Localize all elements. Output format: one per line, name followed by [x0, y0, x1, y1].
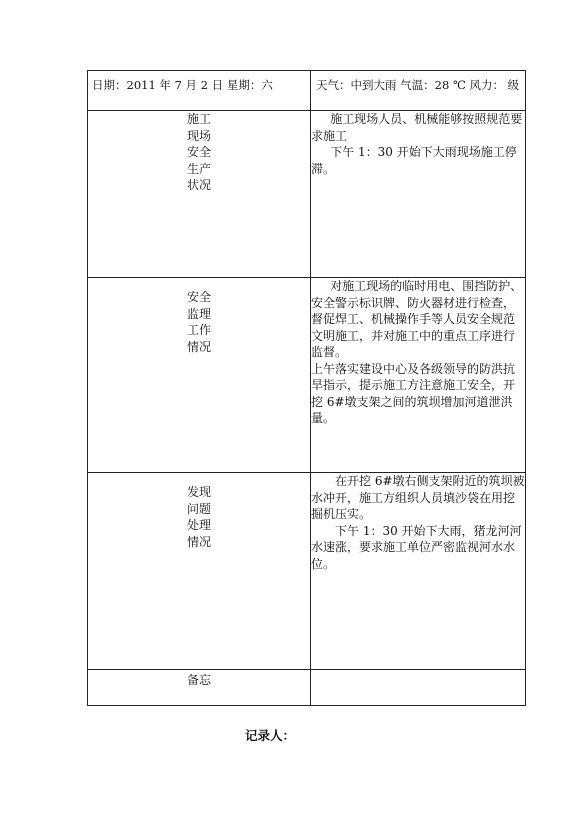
paragraph: 在开挖 6#墩右侧支架附近的筑坝被水冲开，施工方组织人员填沙袋在用挖掘机压实。 [311, 474, 525, 521]
row-label-supervision-work: 安全监理工作情况 [88, 278, 311, 473]
recorder-label: 记录人： [245, 728, 296, 743]
paragraph: 施工现场人员、机械能够按照规范要求施工 [311, 112, 523, 143]
log-table [87, 70, 526, 706]
paragraph: 下午 1：30 开始下大雨现场施工停滞。 [311, 145, 517, 176]
row-content-memo [311, 670, 526, 706]
row-label-site-safety: 施工现场安全生产状况 [88, 111, 311, 278]
row-content-issues-handling [311, 473, 526, 670]
weather-cell: 天气：中到大雨 气温：28 ℃ 风力： 级 [311, 71, 526, 111]
row-label-memo: 备忘 [88, 670, 311, 706]
paragraph: 上午落实建设中心及各级领导的防洪抗旱指示，提示施工方注意施工安全，开挖 6#墩支架之间的筑坝增加河道泄洪量。 [311, 361, 516, 425]
header-row [88, 71, 526, 111]
row-label-issues-handling: 发现问题处理情况 [88, 473, 311, 670]
row-content-site-safety [311, 111, 526, 278]
row-site-safety [88, 111, 526, 278]
supervision-log-form [87, 70, 526, 706]
row-issues-handling [88, 473, 526, 670]
paragraph: 下午 1：30 开始下大雨，猪龙河河水速涨，要求施工单位严密监视河水水位。 [311, 523, 522, 571]
row-supervision-work [88, 278, 526, 473]
row-content-supervision-work [311, 278, 526, 473]
date-cell: 日期：2011 年 7 月 2 日 星期：六 [88, 71, 311, 111]
paragraph: 对施工现场的临时用电、围挡防护、安全警示标识牌、防火器材进行检查，督促焊工、机械操作手等人员安全规范文明施工，并对施工中的重点工序进行监督。 [311, 279, 523, 359]
row-memo [88, 670, 526, 706]
